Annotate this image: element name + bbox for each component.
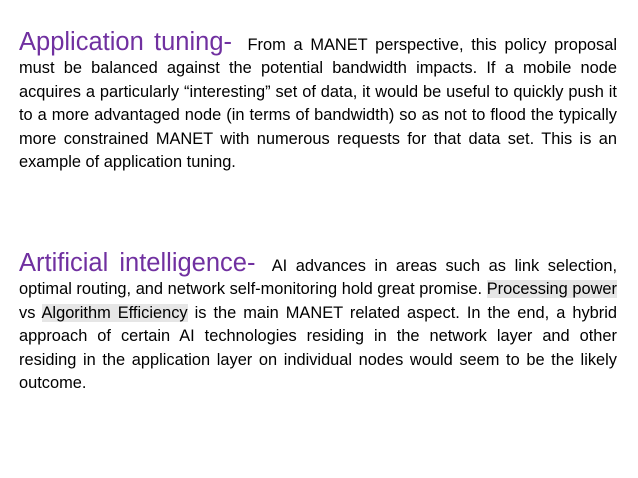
- body-artificial-intelligence-part-a: AI advances in areas such as link selection, optimal routing, and network self-monitoring hold great promise.: [19, 257, 617, 299]
- heading-artificial-intelligence: Artificial intelligence-: [19, 249, 256, 277]
- body-application-tuning: From a MANET perspective, this policy proposal must be balanced against the potential bandwidth impacts. If a mobile node acquires a particularly “interesting” set of data, it would be useful to quickly push it to a more advantaged node (in terms of bandwidth) so as not to flood the typically more constrained MANET with numerous requests for that data set. This is an example of application tuning.: [19, 36, 618, 172]
- connector-vs: vs: [19, 303, 36, 322]
- paragraph-application-tuning: [19, 28, 618, 174]
- highlight-processing-power: Processing power: [486, 280, 618, 299]
- heading-application-tuning: Application tuning-: [19, 28, 232, 56]
- paragraph-artificial-intelligence: [19, 249, 618, 395]
- body-artificial-intelligence-part-b: is the main MANET related aspect. In the end, a hybrid approach of certain AI technologies residing in the network layer and other residing in the application layer on individual nodes would seem to be the likely outcome.: [19, 303, 617, 393]
- highlight-algorithm-efficiency: Algorithm Efficiency: [41, 303, 188, 322]
